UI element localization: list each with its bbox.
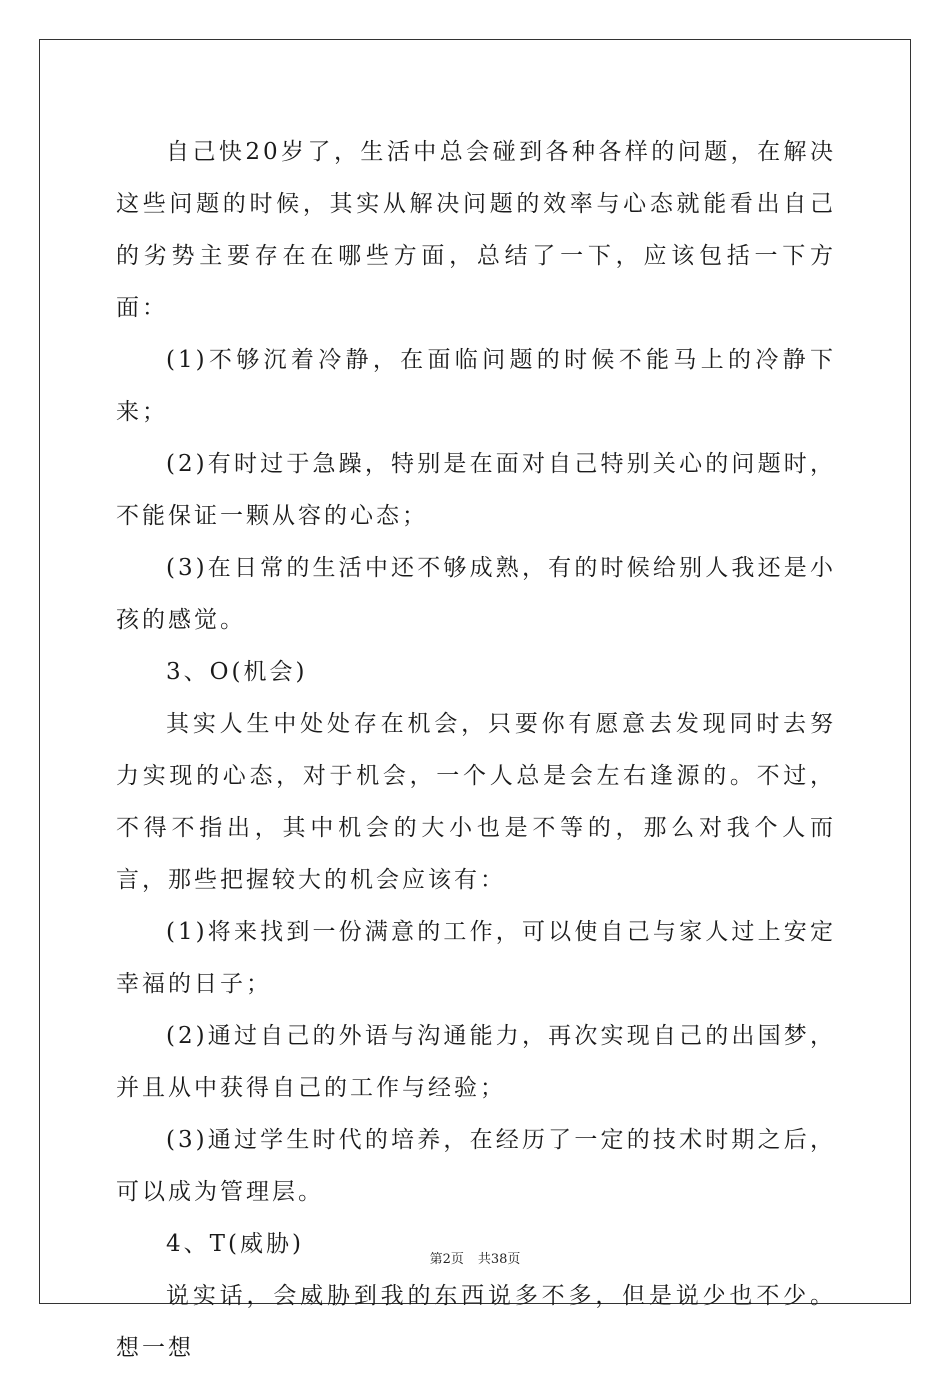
paragraph-opportunity-3: (3)通过学生时代的培养，在经历了一定的技术时期之后，可以成为管理层。	[116, 1127, 836, 1205]
paragraph-opportunity-1: (1)将来找到一份满意的工作，可以使自己与家人过上安定幸福的日子；	[116, 919, 836, 997]
paragraph-weakness-1: (1)不够沉着冷静，在面临问题的时候不能马上的冷静下来；	[116, 347, 836, 425]
paragraph-intro: 自己快20岁了，生活中总会碰到各种各样的问题，在解决这些问题的时候，其实从解决问题的效率与心态就能看出自己的劣势主要存在在哪些方面，总结了一下，应该包括一下方面：	[116, 139, 836, 321]
section-heading-threat: 4、T(威胁)	[166, 1231, 304, 1257]
paragraph-opportunity-2: (2)通过自己的外语与沟通能力，再次实现自己的出国梦，并且从中获得自己的工作与经验；	[116, 1023, 836, 1101]
paragraph-threat-intro: 说实话，会威胁到我的东西说多不多，但是说少也不少。想一想	[116, 1283, 836, 1361]
paragraph-opportunity-intro: 其实人生中处处存在机会，只要你有愿意去发现同时去努力实现的心态，对于机会，一个人总是会左右逢源的。不过，不得不指出，其中机会的大小也是不等的，那么对我个人而言，那些把握较大的机会应该有：	[116, 711, 836, 893]
page-total: 共38页	[477, 1252, 521, 1267]
paragraph-weakness-3: (3)在日常的生活中还不够成熟，有的时候给别人我还是小孩的感觉。	[116, 555, 836, 633]
page-number: 第2页	[429, 1252, 464, 1267]
page-footer	[0, 1248, 950, 1267]
section-heading-opportunity: 3、O(机会)	[166, 659, 308, 685]
document-body	[116, 126, 836, 1374]
paragraph-weakness-2: (2)有时过于急躁，特别是在面对自己特别关心的问题时，不能保证一颗从容的心态；	[116, 451, 836, 529]
